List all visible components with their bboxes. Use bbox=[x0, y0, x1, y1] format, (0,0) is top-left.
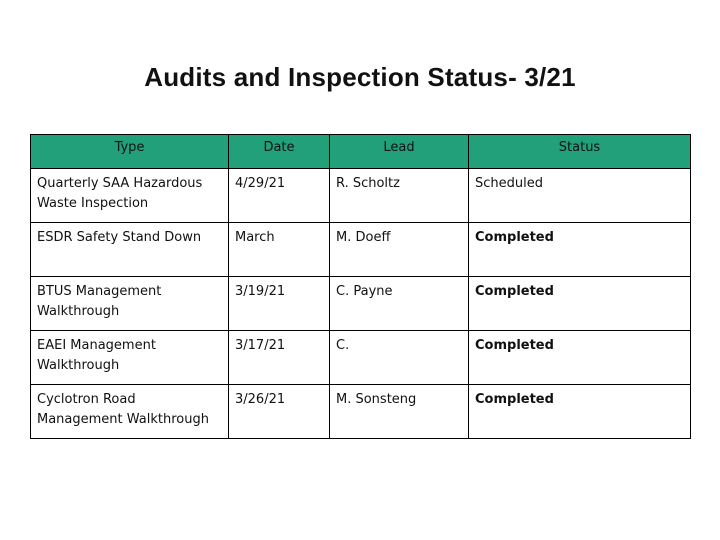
table-row bbox=[31, 223, 691, 277]
audit-status-table bbox=[30, 134, 691, 439]
table-header-row bbox=[31, 135, 691, 169]
cell-status: Completed bbox=[469, 223, 691, 277]
cell-date: March bbox=[229, 223, 330, 277]
cell-date: 3/26/21 bbox=[229, 385, 330, 439]
cell-date: 3/17/21 bbox=[229, 331, 330, 385]
table-row bbox=[31, 169, 691, 223]
cell-type: BTUS Management Walkthrough bbox=[31, 277, 229, 331]
cell-type: ESDR Safety Stand Down bbox=[31, 223, 229, 277]
cell-date: 4/29/21 bbox=[229, 169, 330, 223]
cell-status: Completed bbox=[469, 331, 691, 385]
cell-lead: C. Payne bbox=[330, 277, 469, 331]
cell-status: Completed bbox=[469, 277, 691, 331]
header-lead: Lead bbox=[330, 135, 469, 169]
cell-lead: C. bbox=[330, 331, 469, 385]
cell-type: Quarterly SAA Hazardous Waste Inspection bbox=[31, 169, 229, 223]
header-status: Status bbox=[469, 135, 691, 169]
page-title: Audits and Inspection Status- 3/21 bbox=[144, 62, 576, 92]
cell-type: EAEI Management Walkthrough bbox=[31, 331, 229, 385]
cell-date: 3/19/21 bbox=[229, 277, 330, 331]
header-date: Date bbox=[229, 135, 330, 169]
header-type: Type bbox=[31, 135, 229, 169]
cell-status: Completed bbox=[469, 385, 691, 439]
table-row bbox=[31, 331, 691, 385]
table-row bbox=[31, 277, 691, 331]
cell-lead: R. Scholtz bbox=[330, 169, 469, 223]
table-row bbox=[31, 385, 691, 439]
cell-lead: M. Doeff bbox=[330, 223, 469, 277]
cell-type: Cyclotron Road Management Walkthrough bbox=[31, 385, 229, 439]
cell-lead: M. Sonsteng bbox=[330, 385, 469, 439]
cell-status: Scheduled bbox=[469, 169, 691, 223]
